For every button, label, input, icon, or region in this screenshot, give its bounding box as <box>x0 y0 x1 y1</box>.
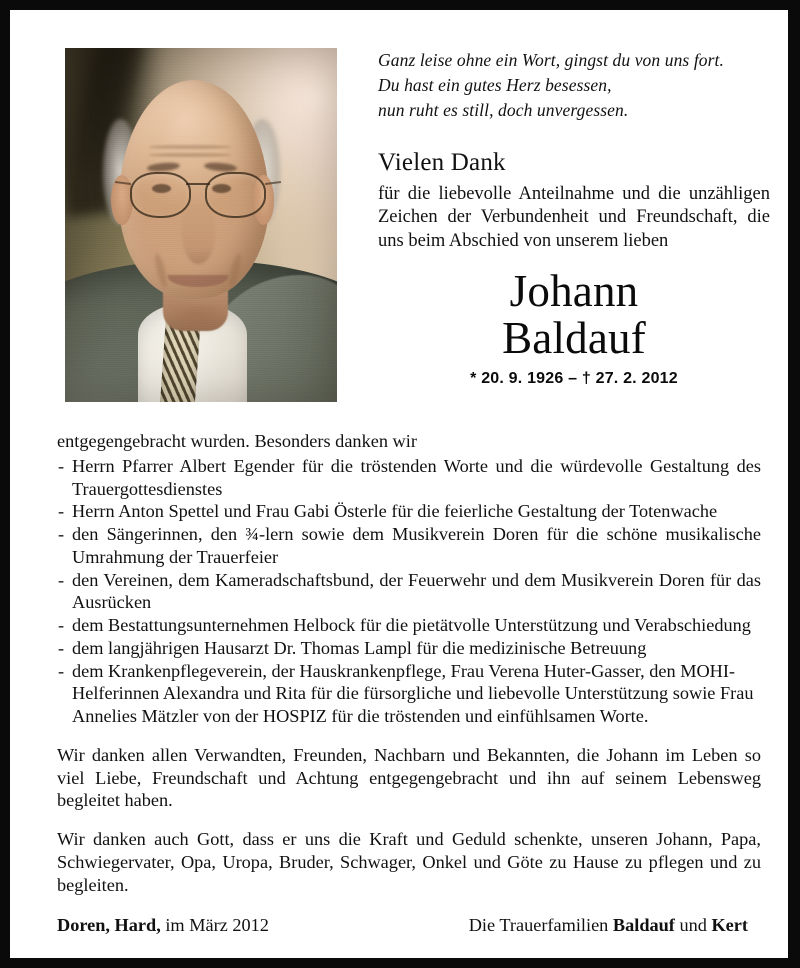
deceased-last-name: Baldauf <box>502 312 646 363</box>
list-item: - Herrn Anton Spettel und Frau Gabi Österle für die feierliche Gestaltung der Totenwache <box>57 500 761 523</box>
footer-date: im März 2012 <box>160 915 269 935</box>
notice-footer <box>57 915 748 936</box>
poem-line-3: nun ruht es still, doch unvergessen. <box>378 99 629 120</box>
notice-header-area <box>10 10 788 387</box>
list-item: - dem langjährigen Hausarzt Dr. Thomas Lampl für die medizinische Betreuung <box>57 637 761 660</box>
list-item: - dem Bestattungsunternehmen Helbock für die pietätvolle Unterstützung und Verabschiedung <box>57 614 761 637</box>
poem-line-2: Du hast ein gutes Herz besessen, <box>378 74 612 95</box>
notice-right-column <box>378 48 770 388</box>
footer-places: Doren, Hard, <box>57 915 161 935</box>
closing-paragraph-1: Wir danken allen Verwandten, Freunden, Nachbarn und Bekannten, die Johann im Leben so viel Liebe, Freundschaft und Achtung entgegengebracht und ihn auf seinem Lebensweg begleitet haben. <box>57 744 761 811</box>
notice-page <box>10 10 788 958</box>
footer-families <box>469 915 748 936</box>
deceased-portrait-photo <box>65 48 337 402</box>
footer-place-and-date <box>57 915 269 936</box>
footer-families-conjunction: und <box>674 915 712 935</box>
photo-vignette <box>65 48 337 402</box>
footer-families-prefix: Die Trauerfamilien <box>468 915 613 935</box>
deceased-first-name: Johann <box>509 265 639 316</box>
list-item: - Herrn Pfarrer Albert Egender für die tröstenden Worte und die würdevolle Gestaltung des Trauergottesdienstes <box>57 455 761 501</box>
deceased-name-block <box>378 265 770 388</box>
notice-body <box>57 430 761 897</box>
list-item: - dem Krankenpflegeverein, der Hauskrankenpflege, Frau Verena Huter-Gasser, den MOHI-Helferinnen Alexandra und Rita für die fürsorgliche und liebevolle Unterstützung sowie Frau Annelies Mätzler von der HOSPIZ für die tröstenden und einfühlsamen Worte. <box>57 660 761 728</box>
closing-paragraph-2: Wir danken auch Gott, dass er uns die Kraft und Geduld schenkte, unseren Johann, Papa, Schwiegervater, Opa, Uropa, Bruder, Schwager, Onkel und Göte zu Hause zu pflegen und zu begleiten. <box>57 829 761 895</box>
portrait-image <box>65 48 337 402</box>
thanks-list <box>57 455 761 728</box>
footer-family-one: Baldauf <box>612 915 675 935</box>
poem-line-1: Ganz leise ohne ein Wort, gingst du von uns fort. <box>378 50 724 70</box>
thanks-intro-text: für die liebevolle Anteilnahme und die unzähligen Zeichen der Verbundenheit und Freundschaft, die uns beim Abschied von unserem lieben <box>378 184 770 251</box>
deceased-dates: * 20. 9. 1926 – † 27. 2. 2012 <box>470 369 678 387</box>
body-lead-line: entgegengebracht wurden. Besonders danken wir <box>57 431 417 451</box>
memorial-poem <box>378 48 770 123</box>
list-item: - den Vereinen, dem Kameradschaftsbund, der Feuerwehr und dem Musikverein Doren für das Ausrücken <box>57 569 761 615</box>
footer-family-two: Kert <box>711 915 748 935</box>
thanks-heading: Vielen Dank <box>378 148 506 176</box>
list-item: - den Sängerinnen, den ¾-lern sowie dem Musikverein Doren für die schöne musikalische Umrahmung der Trauerfeier <box>57 523 761 569</box>
